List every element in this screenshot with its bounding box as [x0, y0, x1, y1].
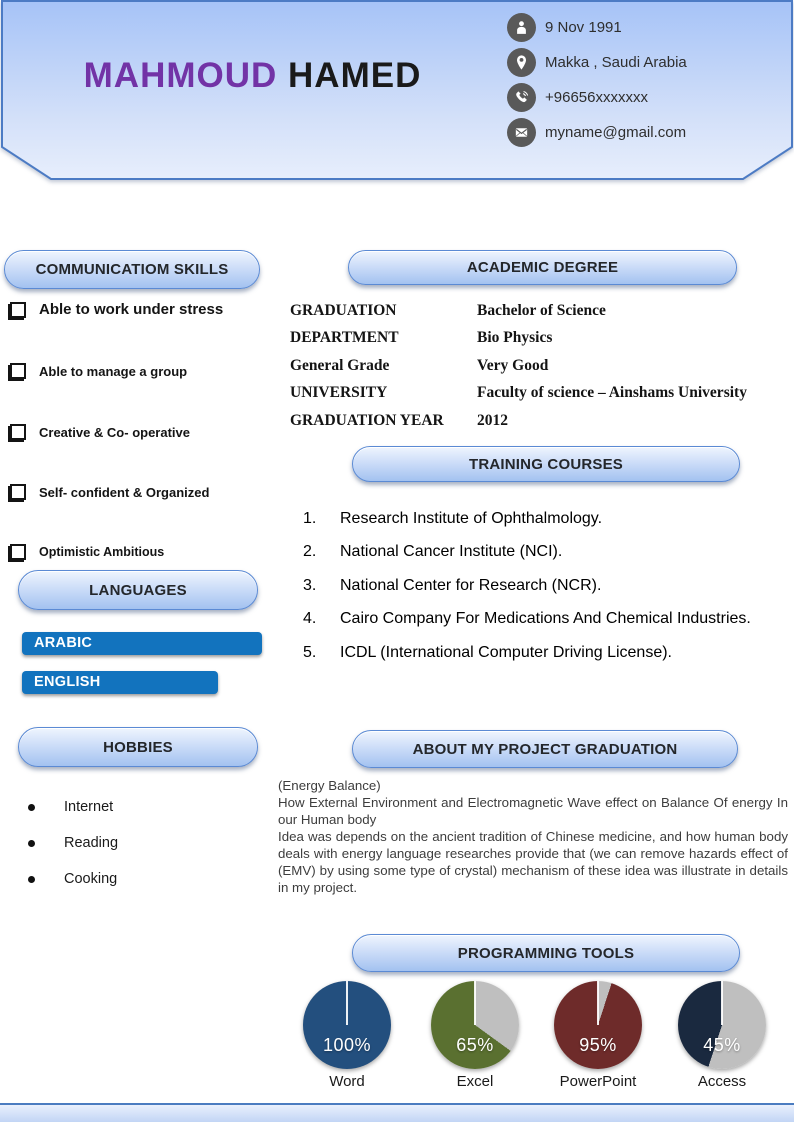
section-header-languages	[18, 570, 258, 610]
skill-label: Able to manage a group	[39, 363, 188, 379]
bullet-icon	[28, 840, 35, 847]
pie-divider-line	[346, 981, 348, 1025]
checkbox-icon	[10, 544, 26, 560]
academic-row-label: UNIVERSITY	[290, 384, 388, 401]
pie-title-access: Access	[697, 1073, 747, 1090]
academic-row-label: DEPARTMENT	[290, 329, 399, 346]
pie-percent-label: 65%	[456, 1035, 494, 1055]
skill-item	[10, 301, 260, 318]
pie-title-powerpoint: PowerPoint	[559, 1073, 637, 1090]
academic-row-value: 2012	[477, 412, 508, 429]
programming-tools-title: PROGRAMMING TOOLS	[457, 944, 635, 962]
section-header-communication-skills	[4, 250, 260, 289]
academic-degree-title: ACADEMIC DEGREE	[466, 259, 619, 276]
skill-label: Self- confident & Organized	[39, 484, 210, 500]
language-label: ARABIC	[34, 635, 93, 651]
contact-info	[507, 13, 687, 147]
phone-text: +96656xxxxxxx	[545, 89, 648, 106]
skill-label: Able to work under stress	[39, 301, 224, 318]
languages-title: LANGUAGES	[89, 581, 187, 599]
pie-divider-line	[721, 981, 723, 1025]
academic-row	[290, 384, 790, 402]
hobby-label: Internet	[64, 799, 114, 815]
hobbies-title: HOBBIES	[103, 738, 173, 756]
academic-row-value: Bio Physics	[477, 329, 553, 346]
email-icon	[507, 118, 536, 147]
skill-item	[10, 544, 260, 560]
phone-icon	[507, 83, 536, 112]
pie-divider-line	[474, 981, 476, 1025]
academic-row-label: General Grade	[290, 357, 390, 374]
course-text: Cairo Company For Medications And Chemical Industries.	[340, 610, 751, 627]
section-header-training-courses	[352, 446, 740, 482]
academic-row-value: Bachelor of Science	[477, 302, 606, 319]
academic-row	[290, 412, 790, 430]
location-icon	[507, 48, 536, 77]
pie-percent-label: 95%	[579, 1035, 617, 1055]
academic-row	[290, 329, 790, 347]
academic-row	[290, 302, 790, 320]
course-text: ICDL (International Computer Driving License).	[340, 644, 672, 661]
birthdate-text: 9 Nov 1991	[545, 19, 622, 36]
skill-item	[10, 424, 260, 440]
section-header-about-project	[352, 730, 738, 768]
section-header-hobbies	[18, 727, 258, 767]
language-bar-english	[22, 671, 218, 694]
section-header-programming-tools	[352, 934, 740, 972]
hobby-item	[28, 871, 117, 887]
skill-label: Creative & Co- operative	[39, 424, 190, 440]
checkbox-icon	[10, 363, 26, 379]
person-icon	[507, 13, 536, 42]
pie-chart-access	[678, 981, 766, 1069]
checkbox-icon	[10, 302, 26, 318]
contact-birthdate	[507, 13, 687, 42]
contact-phone	[507, 83, 687, 112]
academic-row-label: GRADUATION YEAR	[290, 412, 444, 429]
communication-skills-title: COMMUNICATIOM SKILLS	[35, 261, 229, 278]
course-number: 2.	[303, 543, 317, 560]
pie-percent-label: 100%	[322, 1035, 372, 1055]
pie-title-word: Word	[329, 1073, 365, 1090]
course-text: Research Institute of Ophthalmology.	[340, 510, 603, 527]
pie-title-excel: Excel	[456, 1073, 494, 1090]
course-text: National Center for Research (NCR).	[340, 577, 602, 594]
academic-row-value: Faculty of science – Ainshams University	[477, 384, 747, 401]
hobby-label: Cooking	[64, 871, 118, 887]
checkbox-icon	[10, 484, 26, 500]
academic-row-value: Very Good	[477, 357, 549, 374]
course-number: 1.	[303, 510, 317, 527]
person-name	[0, 56, 505, 96]
hobby-label: Reading	[64, 835, 119, 851]
email-text: myname@gmail.com	[545, 124, 687, 141]
about-paragraph: How External Environment and Electromagnetic Wave effect on Balance Of energy In our Human body	[278, 795, 788, 827]
course-number: 3.	[303, 577, 317, 594]
hobby-item	[28, 835, 118, 851]
pie-chart-powerpoint	[554, 981, 642, 1069]
checkbox-icon	[10, 424, 26, 440]
about-project-text	[278, 777, 788, 896]
course-number: 5.	[303, 644, 317, 661]
bullet-icon	[28, 804, 35, 811]
skill-item	[10, 363, 260, 379]
skill-label: Optimistic Ambitious	[39, 545, 165, 559]
about-paragraph: Idea was depends on the ancient tradition of Chinese medicine, and how human body deals with energy language researches provide that (we can remove hazards effect of (EMV) by using some type of crystal) mechanism of these idea was illustrate in details in my project.	[278, 829, 788, 895]
pie-chart-word	[303, 981, 391, 1069]
training-courses-title: TRAINING COURSES	[468, 455, 624, 473]
about-paragraph: (Energy Balance)	[278, 778, 381, 793]
about-project-title: ABOUT MY PROJECT GRADUATION	[412, 740, 678, 758]
location-text: Makka , Saudi Arabia	[545, 54, 687, 71]
language-bar-arabic	[22, 632, 262, 655]
contact-email	[507, 118, 687, 147]
contact-location	[507, 48, 687, 77]
course-text: National Cancer Institute (NCI).	[340, 543, 563, 560]
footer-bar	[0, 1103, 794, 1122]
hobby-item	[28, 799, 113, 815]
bullet-icon	[28, 876, 35, 883]
person-first-name: MAHMOUD	[83, 56, 278, 95]
academic-row-label: GRADUATION	[290, 302, 397, 319]
language-label: ENGLISH	[34, 674, 101, 690]
section-header-academic-degree	[348, 250, 737, 285]
pie-divider-line	[597, 981, 599, 1025]
pie-percent-label: 45%	[703, 1035, 741, 1055]
course-number: 4.	[303, 610, 317, 627]
skill-item	[10, 484, 260, 500]
pie-chart-excel	[431, 981, 519, 1069]
academic-row	[290, 357, 790, 375]
person-last-name: HAMED	[288, 56, 422, 95]
